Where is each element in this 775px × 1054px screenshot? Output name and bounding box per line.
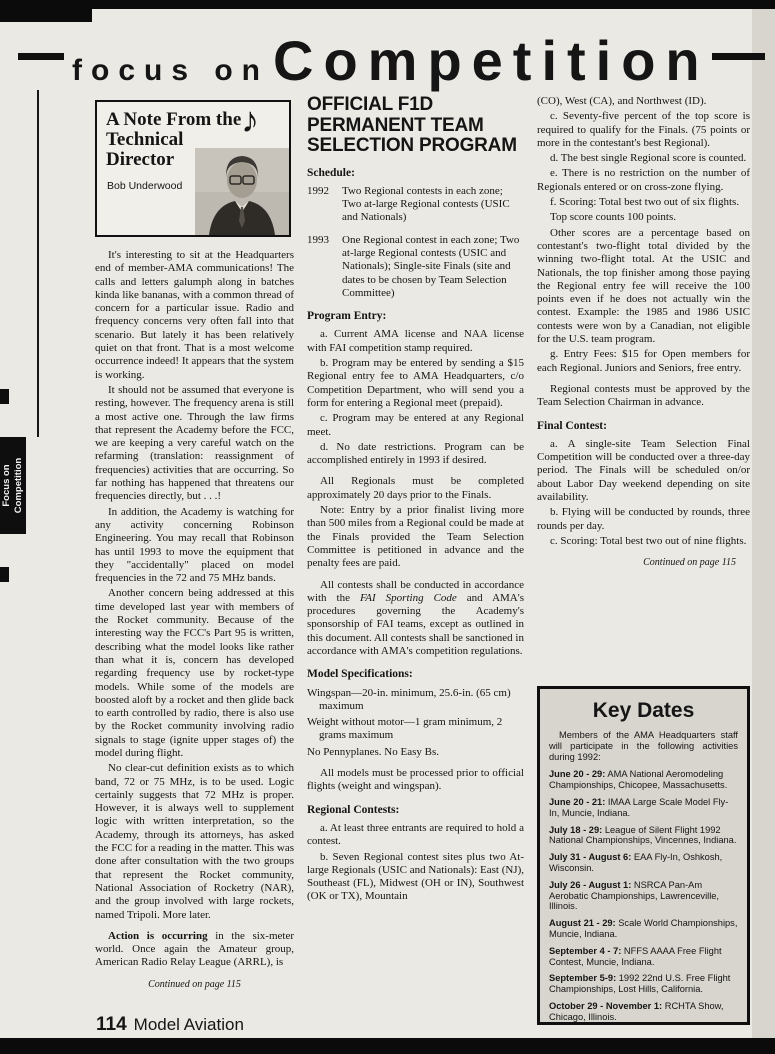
event-text: RCHTA Show, Chicago, Illinois. (549, 1000, 724, 1022)
event-date: October 29 - November 1: (549, 1000, 663, 1011)
key-dates-intro: Members of the AMA Headquarters staff will participate in the following activities during 1992: (549, 730, 738, 762)
bold-lead: Action is occurring (108, 929, 208, 942)
page-edge-shadow (752, 9, 775, 1038)
masthead-right-rule (712, 53, 765, 60)
event-text: 1992 22nd U.S. Free Flight Championships, Lost Hills, California. (549, 973, 731, 995)
event-date: July 18 - 29: (549, 824, 603, 835)
body-paragraph: Top score counts 100 points. (550, 211, 677, 224)
page-number: 114 (96, 1014, 127, 1035)
list-item: b. Program may be entered by sending a $15 Regional entry fee to AMA Headquarters, c/o Competition Department, who will send you a form for entering a Regional meet (prepaid). (307, 357, 524, 409)
scan-corner-block (0, 0, 92, 22)
event-text: IMAA Large Scale Model Fly-In, Muncie, Indiana. (549, 796, 729, 818)
event-text: AMA National Aeromodeling Championships, Chicopee, Massachusetts. (549, 769, 728, 791)
continued-notice: Continued on page 115 (643, 557, 736, 569)
scan-top-bar (0, 0, 775, 9)
page-footer (96, 1014, 244, 1036)
masthead-kicker: focus on (72, 54, 269, 87)
list-item: a. A single-site Team Selection Final Competition will be conducted over a three-day period. The Finals will be scheduled on/or about Labor Day weekend depending on site availability. (537, 437, 750, 504)
event-date: June 20 - 21: (549, 796, 606, 807)
section-heading-final-contest: Final Contest: (537, 419, 607, 432)
list-item: f. Scoring: Total best two out of six flights. (550, 196, 740, 209)
list-item: d. The best single Regional score is counted. (550, 152, 747, 165)
body-paragraph: It's interesting to sit at the Headquarters end of member-AMA communications! The calls and letters galumph along in batches kinda like bananas, with a common thread of concern for a particular issue. Radio and frequency concerns very often fall into that scenario. But lately it has been relatively quiet on that front. That is a most welcome occurrence indeed! It appears that the system is working. (95, 249, 294, 381)
body-paragraph: Regional contests must be approved by the Team Selection Chairman in advance. (537, 382, 750, 409)
key-dates-event (549, 825, 738, 847)
schedule-item (307, 234, 524, 300)
schedule-year: 1992 (307, 184, 329, 197)
magazine-title: Model Aviation (133, 1015, 244, 1034)
body-paragraph: Note: Entry by a prior finalist living more than 500 miles from a Regional could be made at the Finals provided the Team Selection Committee is petitioned in advance and the penalty fees are paid. (307, 504, 524, 570)
note-box-title-line: Director (106, 149, 175, 170)
event-text: NFFS AAAA Free Flight Contest, Muncie, Indiana. (549, 945, 722, 967)
list-item: b. Seven Regional contest sites plus two At-large Regionals (USIC and Nationals): East (NJ), Southeast (FL), Midwest (OH or IN), Southwest (OK or TX), Mountain (307, 850, 524, 903)
list-item: c. Seventy-five percent of the top score is required to qualify for the Finals. (75 points or more in the contestant's best Regional). (537, 110, 750, 149)
key-dates-event (549, 852, 738, 874)
scan-edge-mark (0, 567, 9, 582)
note-box-title-line: Technical (106, 129, 184, 150)
scan-edge-mark (0, 389, 9, 404)
section-heading-model-specifications: Model Specifications: (307, 668, 413, 681)
schedule-item (307, 185, 524, 225)
event-text: Scale World Championships, Muncie, Indiana. (549, 918, 738, 939)
event-text: League of Silent Flight 1992 National Championships, Vincennes, Indiana. (549, 824, 737, 846)
key-dates-box (537, 686, 750, 1025)
column-right (537, 95, 750, 681)
list-item: d. No date restrictions. Program can be accomplished entirely in 1993 if desired. (307, 440, 524, 467)
list-item: g. Entry Fees: $15 for Open members for each Regional. Juniors and Seniors, free entry. (537, 348, 750, 374)
column-middle (307, 95, 524, 1021)
masthead-title: Competition (273, 29, 710, 92)
fai-sporting-code: FAI Sporting Code (360, 591, 457, 604)
masthead-left-rule (18, 53, 64, 60)
body-paragraph: No clear-cut definition exists as to which band, 72 or 75 MHz, is to be used. Logic certainly suggests that 72 MHz is proper. However, it is always well to supplement logic with written interpretation, so the Academy, through its attorneys, has asked the FCC for a reading in the matter. This was done after consultation with the two groups that represent the Rocket community, National Association of Rocketry (NAR), and the group involved with large rockets, named Tripoli. More later. (95, 762, 294, 921)
list-item: a. At least three entrants are required to hold a contest. (307, 821, 524, 848)
bob-underwood-photo (195, 148, 289, 235)
continued-notice: Continued on page 115 (148, 978, 241, 990)
key-dates-event (549, 880, 738, 912)
event-date: June 20 - 29: (549, 769, 606, 780)
spec-item: Wingspan—20-in. minimum, 25.6-in. (65 cm) maximum (307, 686, 511, 712)
body-paragraph: All contests shall be conducted in accordance with the FAI Sporting Code and AMA's procedures governing the Academy's sponsorship of FAI teams, except as outlined in this document. All contests shall be sanctioned in accordance with AMA's competition regulations. (307, 578, 524, 657)
sidebar-tab-focus-on-competition (0, 437, 26, 534)
column-left (95, 249, 294, 1019)
scan-bottom-bar (0, 1038, 775, 1054)
body-paragraph: Other scores are a percentage based on contestant's two-flight total divided by the winning two-flight total. At the USIC and Nationals, the top finisher among those paying the Regional entry fee will receive the 100 points even if he does not actually win the contest. Example: the 1985 and 1986 USIC contests were won by a Canadian, not eligible for the U.S. team program. (537, 226, 750, 346)
left-column-rule (37, 90, 39, 437)
event-date: July 26 - August 1: (549, 879, 632, 890)
body-paragraph: Another concern being addressed at this time developed last year with members of the Rocket community. Because of the interesting way the FCC's Part 95 is written, describing what the model looks like rather than what it is, concern has developed regarding frequency use by rocket-type models. While some of the models are boosted aloft by a rocket and then glide back to earth controlled by radio, there is also use by the Rocket community involving radio signals to stage (ignite upper stages of) the model during flight. (95, 587, 294, 759)
key-dates-event (549, 1001, 738, 1023)
list-item: e. There is no restriction on the number of Regionals entered or on cross-zone flying. (537, 167, 750, 193)
spec-item: Weight without motor—1 gram minimum, 2 grams maximum (307, 716, 503, 742)
note-box-author: Bob Underwood (107, 180, 183, 192)
section-heading-program-entry: Program Entry: (307, 310, 387, 323)
key-dates-title: Key Dates (592, 699, 695, 722)
event-date: September 4 - 7: (549, 945, 622, 956)
body-paragraph: In addition, the Academy is watching for any activity concerning Robinson Engineering. You may recall that Robinson has until 1993 to move the equipment that they "accidentally" placed on model frequencies in the 72 and 75 MHz bands. (95, 505, 294, 585)
spec-item: No Pennyplanes. No Easy Bs. (307, 745, 439, 758)
key-dates-event (549, 973, 738, 995)
list-item: c. Scoring: Total best two out of nine flights. (550, 534, 747, 547)
schedule-year: 1993 (307, 233, 329, 246)
note-box-title-line: A Note From the (106, 109, 242, 130)
body-paragraph: All Regionals must be completed approximately 20 days prior to the Finals. (307, 475, 524, 501)
body-paragraph: It should not be assumed that everyone is resting, however. The frequency arena is still a most active one. Through the law firms that represent the Academy before the FCC, we are keeping a very careful watch on the refarming (translation: reassignment of frequencies) activities that are occurring. So far nothing has happened that threatens our frequencies directly, but . . .! (95, 383, 294, 503)
article-headline: OFFICIAL F1D PERMANENT TEAM SELECTION PROGRAM (307, 95, 517, 156)
event-text: NSRCA Pan-Am Aerobatic Championships, Lawrenceville, Illinois. (549, 879, 720, 912)
masthead (18, 28, 765, 92)
key-dates-event (549, 797, 738, 819)
body-paragraph: All models must be processed prior to official flights (weight and wingspan). (307, 767, 524, 793)
key-dates-event (549, 769, 738, 791)
list-item: b. Flying will be conducted by rounds, three rounds per day. (537, 506, 750, 532)
sidebar-tab-line2: Competition (13, 457, 24, 514)
schedule-text: Two Regional contests in each zone; Two at-large Regional contests (USIC and Nationals) (342, 184, 510, 224)
sidebar-tab-line1: Focus on (1, 464, 12, 507)
event-date: August 21 - 29: (549, 918, 616, 929)
sidebar-tab-text (0, 437, 26, 534)
body-paragraph: (CO), West (CA), and Northwest (ID). (537, 95, 707, 107)
key-dates-event (549, 918, 738, 940)
key-dates-event (549, 946, 738, 968)
music-note-icon: ♪ (241, 100, 259, 140)
event-date: July 31 - August 6: (549, 852, 632, 863)
event-date: September 5-9: (549, 973, 617, 984)
event-text: EAA Fly-In, Oshkosh, Wisconsin. (549, 852, 723, 873)
note-box (95, 100, 291, 237)
schedule-text: One Regional contest in each zone; Two at-large Regional contests (USIC and Nationals); Single-site Finals (site and dates to be chosen by Team Selection Committee) (342, 233, 520, 299)
section-heading-regional-contests: Regional Contests: (307, 803, 400, 816)
section-heading-schedule: Schedule: (307, 166, 355, 179)
list-item: a. Current AMA license and NAA license with FAI competition stamp required. (307, 328, 524, 354)
list-item: c. Program may be entered at any Regional meet. (307, 412, 524, 438)
body-paragraph: Action is occurring in the six-meter world. Once again the Amateur group, American Radio Relay League (ARRL), is (95, 929, 294, 969)
